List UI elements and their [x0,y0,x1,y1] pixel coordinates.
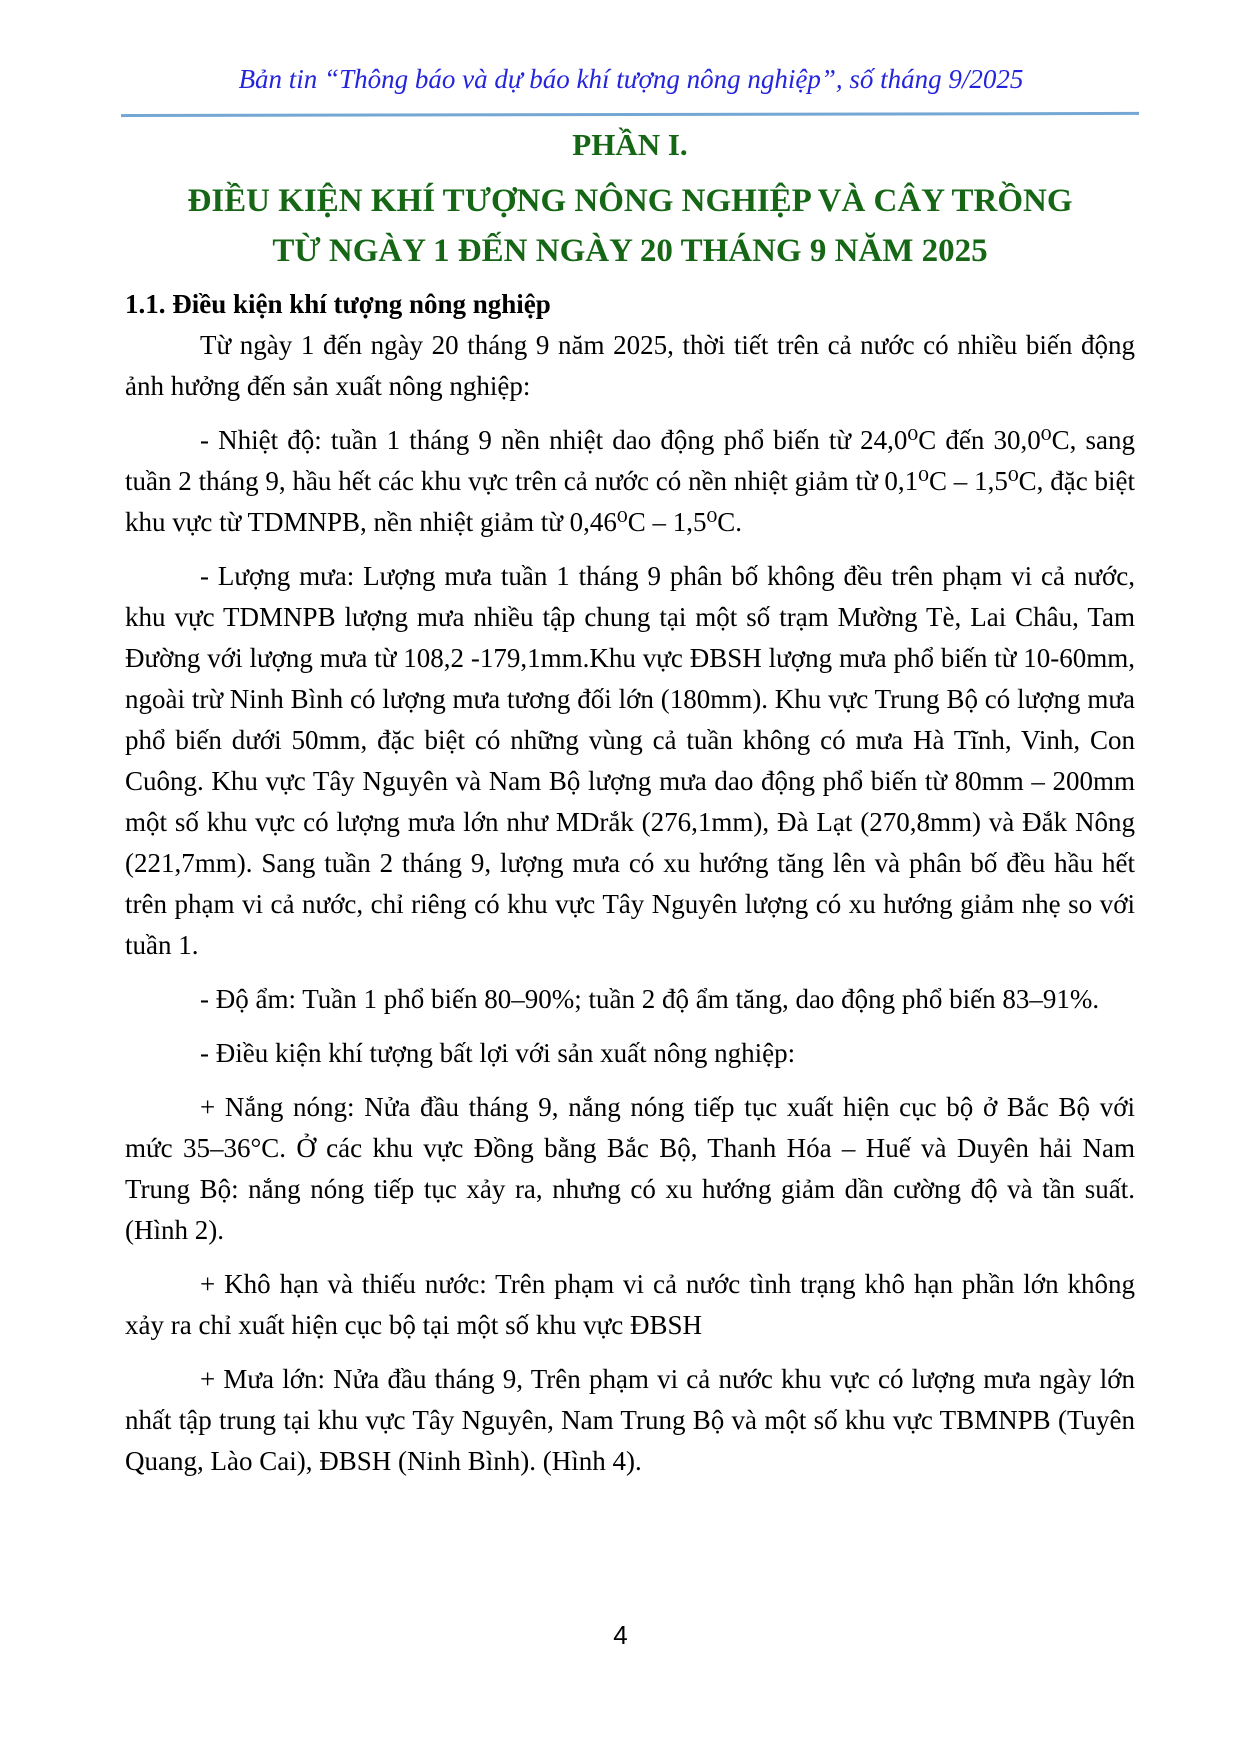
paragraph: - Nhiệt độ: tuần 1 tháng 9 nền nhiệt dao động phổ biến từ 24,0⁰C đến 30,0⁰C, sang tuần 2 tháng 9, hầu hết các khu vực trên cả nước có nền nhiệt giảm từ 0,1⁰C – 1,5⁰C, đặc biệt khu vực từ TDMNPB, nền nhiệt giảm từ 0,46⁰C – 1,5⁰C. [125,425,1135,537]
document-body [125,124,1135,1482]
part-title: PHẦN I. [572,127,688,162]
paragraph: - Điều kiện khí tượng bất lợi với sản xuất nông nghiệp: [200,1038,796,1068]
page-header: Bản tin “Thông báo và dự báo khí tượng nông nghiệp”, số tháng 9/2025 [238,64,1024,94]
page-number: 4 [613,1620,628,1650]
paragraph: + Nắng nóng: Nửa đầu tháng 9, nắng nóng tiếp tục xuất hiện cục bộ ở Bắc Bộ với mức 35–36°C. Ở các khu vực Đồng bằng Bắc Bộ, Thanh Hóa – Huế và Duyên hải Nam Trung Bộ: nắng nóng tiếp tục xảy ra, nhưng có xu hướng giảm dần cường độ và tần suất. (Hình 2). [125,1092,1135,1245]
document-title-line-1: ĐIỀU KIỆN KHÍ TƯỢNG NÔNG NGHIỆP VÀ CÂY TRỒNG [187,183,1073,219]
document-title-line-2: TỪ NGÀY 1 ĐẾN NGÀY 20 THÁNG 9 NĂM 2025 [272,233,988,269]
paragraph: Từ ngày 1 đến ngày 20 tháng 9 năm 2025, thời tiết trên cả nước có nhiều biến động ảnh hưởng đến sản xuất nông nghiệp: [125,330,1135,401]
paragraph: - Độ ẩm: Tuần 1 phổ biến 80–90%; tuần 2 độ ẩm tăng, dao động phổ biến 83–91%. [200,984,1100,1014]
paragraph: + Mưa lớn: Nửa đầu tháng 9, Trên phạm vi cả nước khu vực có lượng mưa ngày lớn nhất tập trung tại khu vực Tây Nguyên, Nam Trung Bộ và một số khu vực TBMNPB (Tuyên Quang, Lào Cai), ĐBSH (Ninh Bình). (Hình 4). [125,1364,1135,1476]
header-divider [121,112,1139,117]
paragraph: - Lượng mưa: Lượng mưa tuần 1 tháng 9 phân bố không đều trên phạm vi cả nước, khu vực TDMNPB lượng mưa nhiều tập chung tại một số trạm Mường Tè, Lai Châu, Tam Đường với lượng mưa từ 108,2 -179,1mm.Khu vực ĐBSH lượng mưa phổ biến từ 10-60mm, ngoài trừ Ninh Bình có lượng mưa tương đối lớn (180mm). Khu vực Trung Bộ có lượng mưa phổ biến dưới 50mm, đặc biệt có những vùng cả tuần không có mưa Hà Tĩnh, Vinh, Con Cuông. Khu vực Tây Nguyên và Nam Bộ lượng mưa dao động phổ biến từ 80mm – 200mm một số khu vực có lượng mưa lớn như MDrắk (276,1mm), Đà Lạt (270,8mm) và Đắk Nông (221,7mm). Sang tuần 2 tháng 9, lượng mưa có xu hướng tăng lên và phân bố đều hầu hết trên phạm vi cả nước, chỉ riêng có khu vực Tây Nguyên lượng có xu hướng giảm nhẹ so với tuần 1. [125,561,1135,960]
section-heading: 1.1. Điều kiện khí tượng nông nghiệp [125,289,551,319]
paragraph: + Khô hạn và thiếu nước: Trên phạm vi cả nước tình trạng khô hạn phần lớn không xảy ra chỉ xuất hiện cục bộ tại một số khu vực ĐBSH [125,1269,1135,1340]
